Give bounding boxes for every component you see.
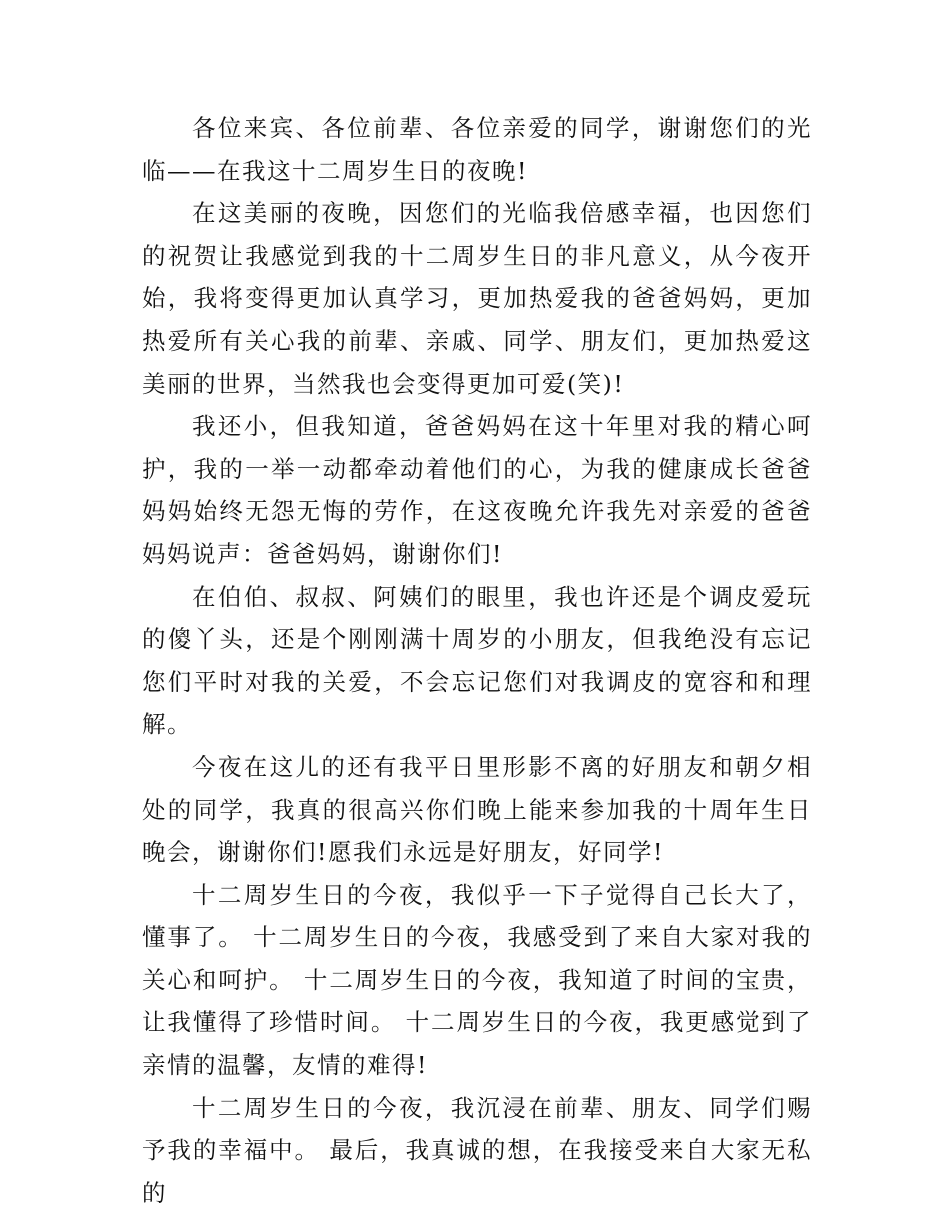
paragraph-1: 各位来宾、各位前辈、各位亲爱的同学，谢谢您们的光临——在我这十二周岁生日的夜晚!	[142, 114, 812, 185]
paragraph-6: 十二周岁生日的今夜，我似乎一下子觉得自己长大了，懂事了。 十二周岁生日的今夜，我感受到了来自大家对我的关心和呵护。 十二周岁生日的今夜，我知道了时间的宝贵，让我懂得了珍惜时间。 十二周岁生日的今夜，我更感觉到了亲情的温馨，友情的难得!	[142, 880, 812, 1080]
document-body	[142, 107, 812, 1214]
paragraph-2: 在这美丽的夜晚，因您们的光临我倍感幸福，也因您们的祝贺让我感觉到我的十二周岁生日的非凡意义，从今夜开始，我将变得更加认真学习，更加热爱我的爸爸妈妈，更加热爱所有关心我的前辈、亲戚、同学、朋友们，更加热爱这美丽的世界，当然我也会变得更加可爱(笑)!	[142, 199, 812, 398]
paragraph-7: 十二周岁生日的今夜，我沉浸在前辈、朋友、同学们赐予我的幸福中。 最后，我真诚的想，在我接受来自大家无私的	[142, 1093, 812, 1207]
paragraph-5: 今夜在这儿的还有我平日里形影不离的好朋友和朝夕相处的同学，我真的很高兴你们晚上能来参加我的十周年生日晚会，谢谢你们!愿我们永远是好朋友，好同学!	[142, 752, 812, 867]
paragraph-4: 在伯伯、叔叔、阿姨们的眼里，我也许还是个调皮爱玩的傻丫头，还是个刚刚满十周岁的小朋友，但我绝没有忘记您们平时对我的关爱，不会忘记您们对我调皮的宽容和和理解。	[142, 582, 812, 739]
paragraph-3: 我还小，但我知道，爸爸妈妈在这十年里对我的精心呵护，我的一举一动都牵动着他们的心，为我的健康成长爸爸妈妈始终无怨无悔的劳作，在这夜晚允许我先对亲爱的爸爸妈妈说声：爸爸妈妈，谢谢你们!	[142, 412, 812, 568]
